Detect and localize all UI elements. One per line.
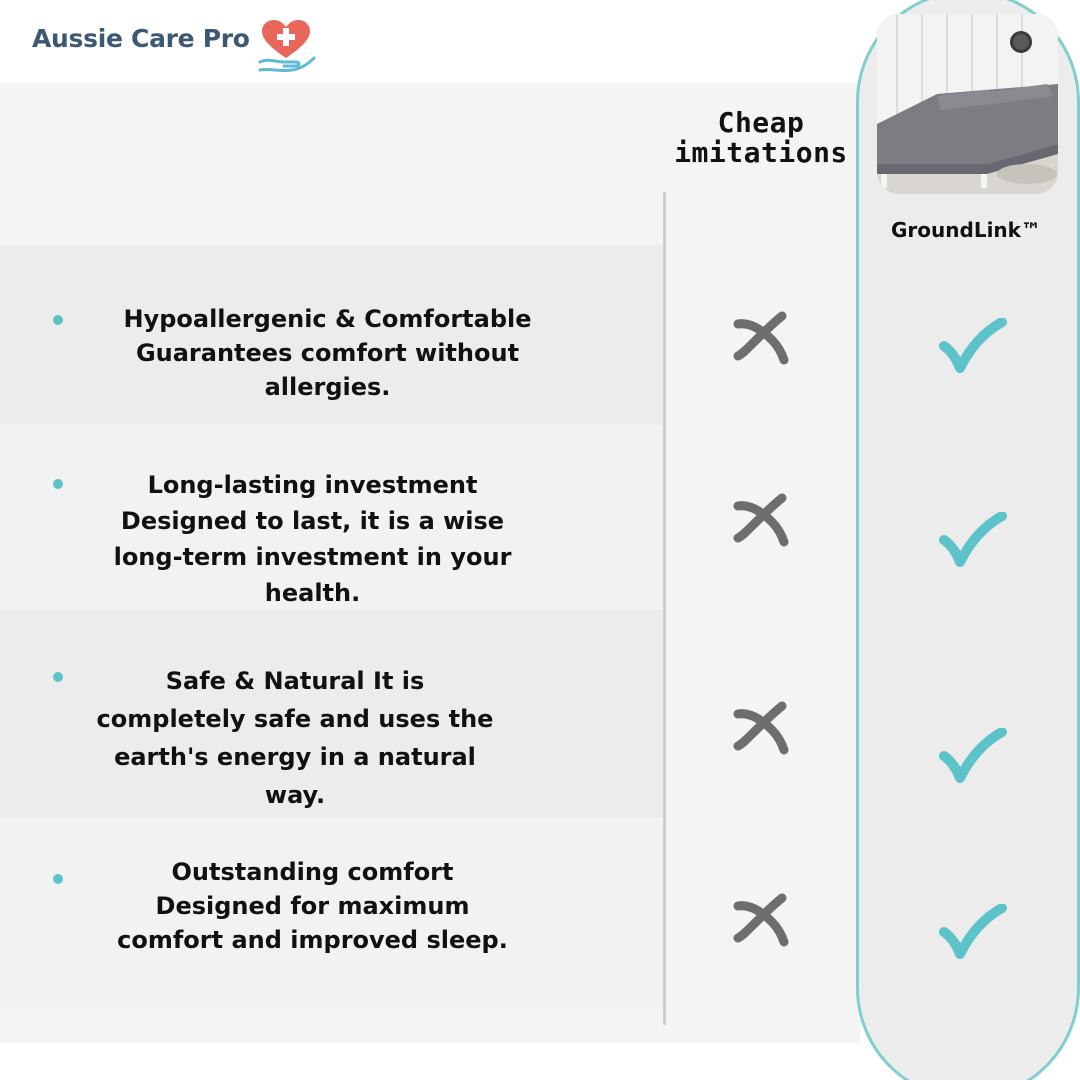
brand-name: Aussie Care Pro <box>32 24 250 53</box>
feature-text-4: Outstanding comfort Designed for maximum comfort and improved sleep. <box>117 858 508 954</box>
bed-image <box>877 14 1058 194</box>
bullet-dot <box>53 874 63 884</box>
bullet-dot <box>53 672 63 682</box>
brand-logo <box>32 18 318 78</box>
product-photo <box>877 14 1058 194</box>
check-icon <box>938 904 1008 962</box>
cross-icon <box>732 492 792 548</box>
bullet-dot <box>53 479 63 489</box>
check-icon <box>938 728 1008 786</box>
competitor-column-header: Cheap imitations <box>674 106 848 169</box>
cross-icon <box>732 700 792 756</box>
check-icon <box>938 512 1008 570</box>
feature-text-1: Hypoallergenic & Comfortable Guarantees comfort without allergies. <box>123 305 532 401</box>
bullet-dot <box>53 315 63 325</box>
feature-text-2: Long-lasting investment Designed to last, it is a wise long-term investment in your health. <box>113 471 512 607</box>
heart-hand-icon <box>254 18 318 76</box>
product-column-header: GroundLink™ <box>891 218 1041 242</box>
check-icon <box>938 318 1008 376</box>
feature-text-3: Safe & Natural It is completely safe and uses the earth's energy in a natural way. <box>96 667 494 809</box>
column-divider <box>663 192 666 1025</box>
cross-icon <box>732 892 792 948</box>
cross-icon <box>732 310 792 366</box>
